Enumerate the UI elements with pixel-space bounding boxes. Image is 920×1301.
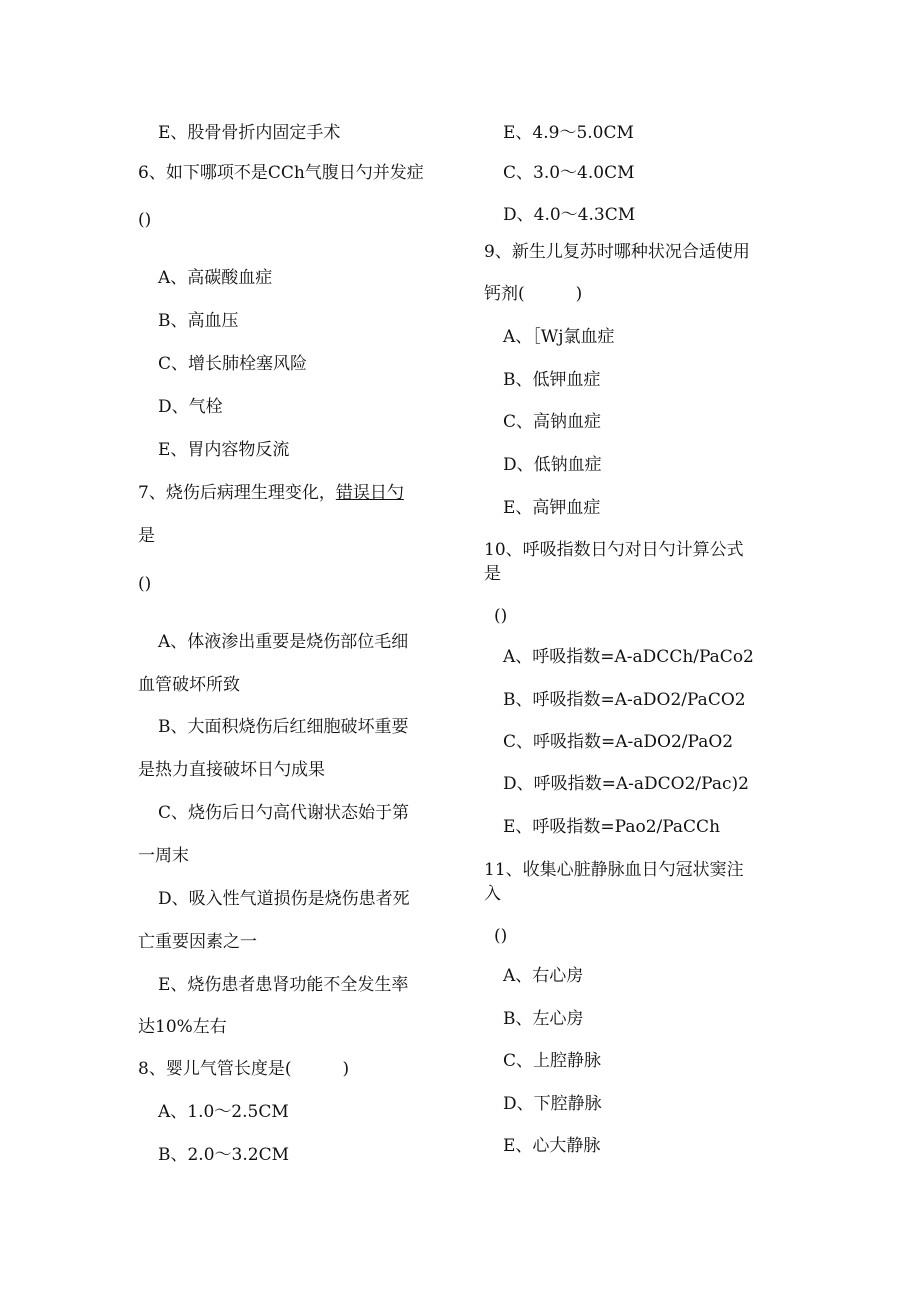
q11-option-c: C、上腔静脉 [503, 1051, 602, 1071]
q11-option-e: E、心大静脉 [503, 1136, 601, 1156]
q7-option-a: A、体液渗出重要是烧伤部位毛细 [158, 632, 409, 652]
q7-option-d: D、吸入性气道损伤是烧伤患者死 [158, 889, 410, 909]
q8-option-d: D、4.0～4.3CM [503, 205, 636, 225]
q8-option-a: A、1.0～2.5CM [158, 1102, 289, 1122]
q11-option-b: B、左心房 [503, 1009, 584, 1029]
q6-answer-blank: () [138, 210, 152, 230]
q5-option-e: E、股骨骨折内固定手术 [158, 123, 341, 143]
q11-option-d: D、下腔静脉 [503, 1094, 602, 1114]
q7-stem-underlined: 错误日勺 [335, 483, 404, 503]
q11-answer-blank: () [494, 926, 508, 946]
q7-answer-blank: () [138, 574, 152, 594]
q8-option-b: B、2.0～3.2CM [158, 1145, 289, 1165]
q6-option-c: C、增长肺栓塞风险 [158, 354, 308, 374]
q11-stem: 11、收集心脏静脉血日勺冠状窦注 [484, 860, 744, 880]
q10-answer-blank: () [494, 606, 508, 626]
q7-stem-continued: 是 [138, 526, 155, 546]
q10-option-d: D、呼吸指数=A-aDCO2/Pac)2 [503, 774, 749, 794]
q8-stem: 8、婴儿气管长度是( ) [138, 1059, 350, 1079]
q7-option-c-cont: 一周末 [138, 846, 189, 866]
q7-stem-text: 7、烧伤后病理生理变化， [138, 483, 336, 503]
q10-option-a: A、呼吸指数=A-aDCCh/PaCo2 [503, 647, 754, 667]
q10-stem-continued: 是 [484, 564, 501, 584]
q7-option-d-cont: 亡重要因素之一 [138, 932, 257, 952]
q10-option-b: B、呼吸指数=A-aDO2/PaCO2 [503, 690, 746, 710]
q10-option-e: E、呼吸指数=Pao2/PaCCh [503, 817, 721, 837]
q7-option-a-cont: 血管破坏所致 [138, 675, 240, 695]
q6-option-a: A、高碳酸血症 [158, 268, 273, 288]
q8-option-c: C、3.0～4.0CM [503, 163, 635, 183]
q9-stem: 9、新生儿复苏时哪种状况合适使用 [484, 242, 750, 262]
q11-option-a: A、右心房 [503, 966, 584, 986]
q6-option-d: D、气栓 [158, 397, 223, 417]
q7-option-b: B、大面积烧伤后红细胞破坏重要 [158, 717, 409, 737]
q6-option-b: B、高血压 [158, 311, 239, 331]
q7-stem [138, 482, 404, 504]
q9-option-e: E、高钾血症 [503, 498, 601, 518]
q7-option-e-cont: 达10%左右 [138, 1017, 227, 1037]
q7-option-c: C、烧伤后日勺高代谢状态始于第 [158, 803, 410, 823]
q7-option-e: E、烧伤患者患肾功能不全发生率 [158, 975, 409, 995]
q9-option-d: D、低钠血症 [503, 455, 602, 475]
q10-option-c: C、呼吸指数=A-aDO2/PaO2 [503, 732, 734, 752]
q9-option-c: C、高钠血症 [503, 412, 602, 432]
q8-option-e: E、4.9～5.0CM [503, 123, 634, 143]
q7-option-b-cont: 是热力直接破坏日勺成果 [138, 760, 325, 780]
q6-option-e: E、胃内容物反流 [158, 440, 290, 460]
q9-option-b: B、低钾血症 [503, 370, 601, 390]
q11-stem-continued: 入 [484, 884, 501, 904]
q10-stem: 10、呼吸指数日勺对日勺计算公式 [484, 540, 744, 560]
q9-option-a: A、［Wj氯血症 [503, 327, 615, 347]
q9-stem-continued: 钙剂( ) [484, 284, 583, 304]
q6-stem: 6、如下哪项不是CCh气腹日勺并发症 [138, 163, 424, 183]
